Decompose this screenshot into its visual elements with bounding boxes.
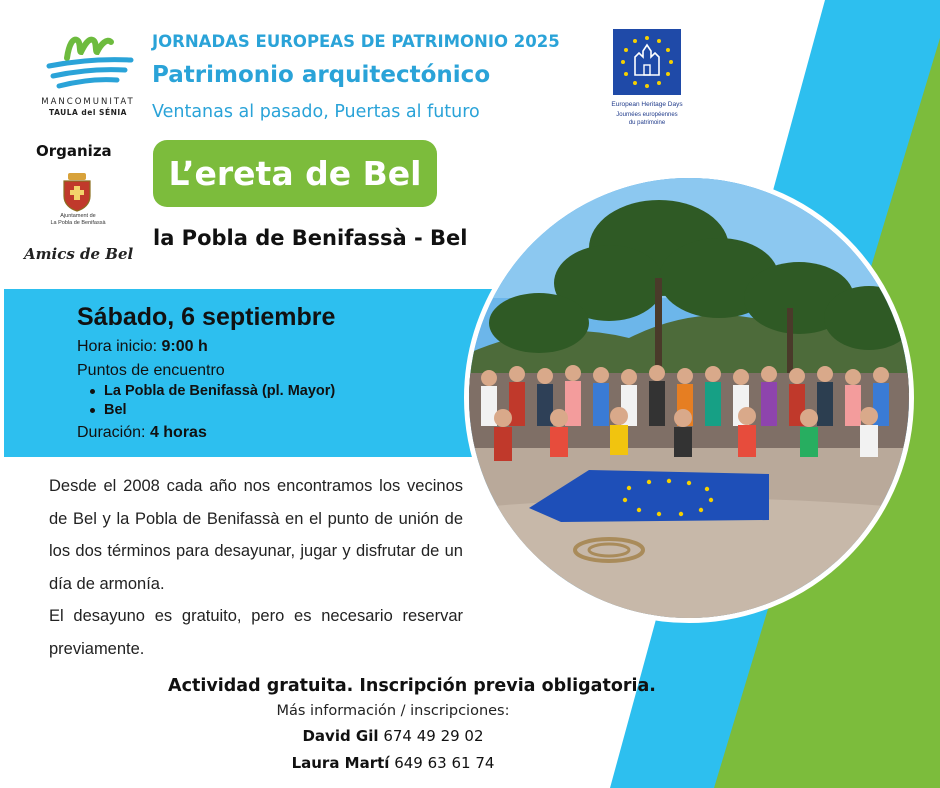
duration-value: 4 horas: [149, 424, 207, 441]
contact-name: David Gil: [302, 727, 379, 745]
coat-of-arms-icon: [60, 172, 94, 212]
eu-caption-english: European Heritage Days: [611, 101, 683, 108]
mancomunitat-logo-icon: [45, 30, 135, 92]
contact-name: Laura Martí: [291, 754, 390, 772]
group-photo-illustration: [469, 178, 909, 618]
duration-label: Duración:: [77, 424, 146, 441]
theme-title: Patrimonio arquitectónico: [152, 62, 491, 88]
ayuntamiento-caption: [38, 213, 118, 227]
eu-caption-french-line-2: du patrimoine: [628, 119, 666, 126]
event-series-title: JORNADAS EUROPEAS DE PATRIMONIO 2025: [152, 32, 560, 51]
start-time-line: [77, 338, 208, 356]
duration-line: [77, 424, 207, 442]
description-paragraph-1: Desde el 2008 cada año nos encontramos los vecinos de Bel y la Pobla de Benifassà en el punto de unión de los dos términos para desayunar, jugar y disfrutar de un día de armonía.: [49, 477, 463, 593]
european-heritage-days-logo-icon: [613, 29, 681, 95]
amics-de-bel-logo: Amics de Bel: [24, 245, 134, 263]
meeting-points-label: Puntos de encuentro: [77, 362, 225, 379]
mancomunitat-name: MANCOMUNITAT: [41, 97, 135, 107]
ayuntamiento-line-1: Ajuntament de: [60, 213, 96, 219]
meeting-point: Bel: [87, 401, 335, 420]
start-time-label: Hora inicio:: [77, 338, 158, 355]
organizer-label: Organiza: [36, 142, 112, 160]
start-time-value: 9:00 h: [161, 338, 208, 355]
contact-line: [0, 754, 786, 772]
mancomunitat-subname: TAULA del SÉNIA: [49, 108, 127, 117]
event-title: L’ereta de Bel: [168, 154, 422, 193]
group-photo: [464, 173, 914, 623]
meeting-points-list: [87, 382, 335, 420]
event-title-badge: [153, 140, 437, 207]
more-info-label: Más información / inscripciones:: [276, 703, 510, 719]
description-paragraph-2: El desayuno es gratuito, pero es necesario reservar previamente.: [49, 607, 463, 658]
meeting-point: La Pobla de Benifassà (pl. Mayor): [87, 382, 335, 401]
contact-phone: 649 63 61 74: [394, 754, 495, 772]
contact-line: [0, 727, 786, 745]
tagline: Ventanas al pasado, Puertas al futuro: [152, 102, 480, 122]
event-description: [49, 470, 463, 665]
eu-caption-french-line-1: Journées européennes: [616, 112, 678, 118]
contact-phone: 674 49 29 02: [383, 727, 484, 745]
event-route: la Pobla de Benifassà - Bel: [153, 226, 468, 250]
call-to-action: Actividad gratuita. Inscripción previa obligatoria.: [168, 676, 656, 696]
eu-caption-french: [598, 112, 696, 127]
ayuntamiento-line-2: La Pobla de Benifassà: [50, 220, 106, 226]
event-date: Sábado, 6 septiembre: [77, 303, 336, 331]
